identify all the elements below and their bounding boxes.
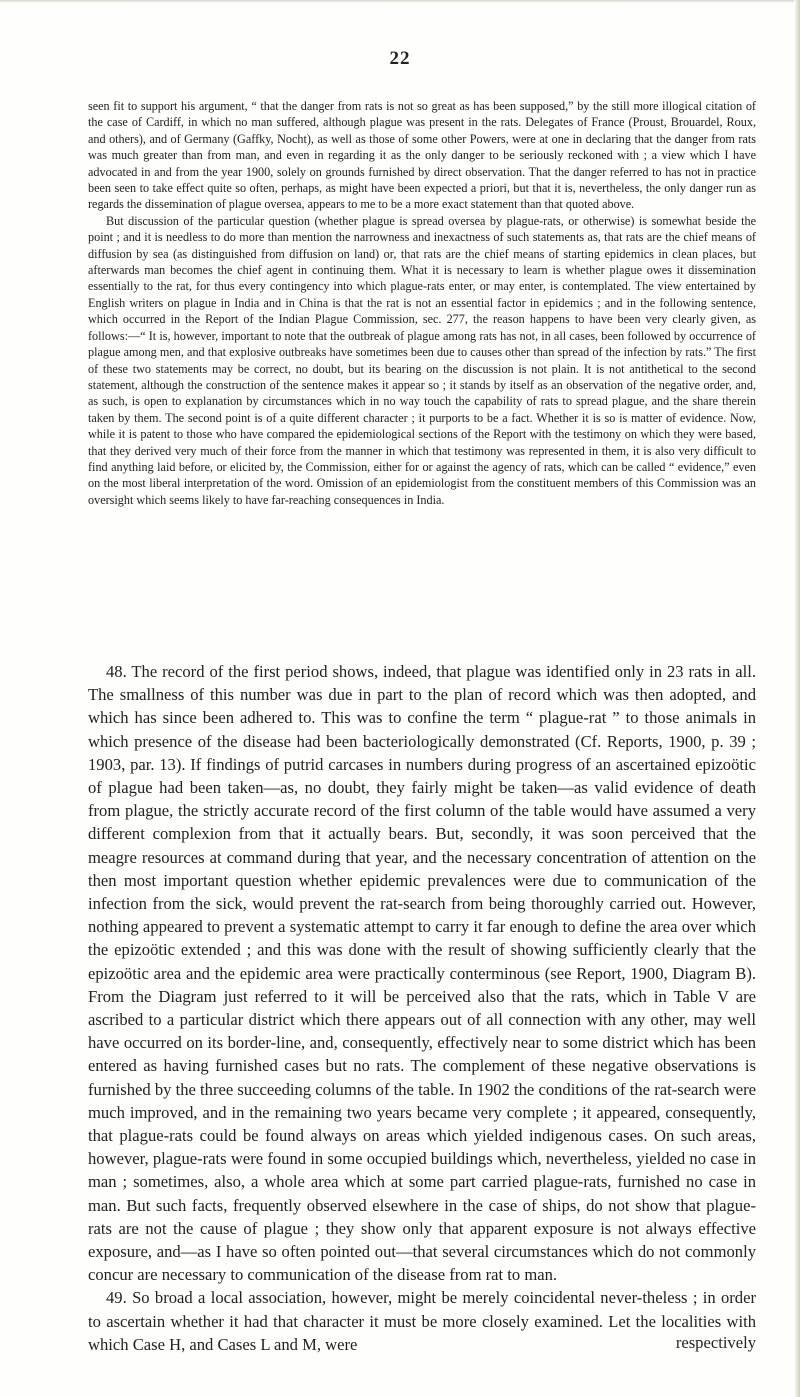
page-top-edge: [0, 0, 800, 3]
small-paragraph-2: But discussion of the particular question (whether plague is spread oversea by plague-rats, or otherwise) is somewhat beside the point ; and it is needless to do more than mention the narrowness and inexactness of such statements as, that rats are the chief means of diffusion by sea (as distinguished from diffusion on land) or, that rats are the chief means of starting epidemics in clean places, but afterwards man becomes the chief agent in continuing them. What it is necessary to learn is whether plague owes it dissemination essentially to the rat, for thus every contingency into which plague-rats enter, or may enter, is contemplated. The view entertained by English writers on plague in India and in China is that the rat is not an essential factor in epidemics ; and in the following sentence, which occurred in the Report of the Indian Plague Commission, sec. 277, the reason happens to have been very clearly given, as follows:—“ It is, however, important to note that the outbreak of plague among rats has not, in all cases, been followed by occurrence of plague among men, and that explosive outbreaks have sometimes been due to causes other than spread of the infection by rats.” The first of these two statements may be correct, no doubt, but its bearing on the discussion is not plain. It is not antithetical to the second statement, although the construction of the sentence makes it appear so ; it stands by itself as an observation of the negative order, and, as such, is open to explanation by circumstances which in no way touch the capability of rats to spread plague, and the share therein taken by them. The second point is of a quite different character ; it purports to be a fact. Whether it is so is matter of evidence. Now, while it is patent to those who have compared the epidemiological sections of the Report with the testimony on which they were based, that they derived very much of their force from the manner in which that testimony was represented in them, it is also very difficult to find anything laid before, or elicited by, the Commission, either for or against the agency of rats, which can be called “ evidence,” even on the most liberal interpretation of the word. Omission of an epidemiologist from the constituent members of this Commission was an oversight which seems likely to have far-reaching consequences in India.: [88, 213, 756, 507]
footnote-block: [88, 98, 756, 508]
paragraph-48: 48. The record of the first period shows, indeed, that plague was identified only in 23 rats in all. The smallness of this number was due in part to the plan of record which was then adopted, and which has since been adhered to. This was to confine the term “ plague-rat ” to those animals in which presence of the disease had been bacteriologically demonstrated (Cf. Reports, 1900, p. 39 ; 1903, par. 13). If findings of putrid carcases in numbers during progress of an ascertained epizoötic of plague had been taken—as, no doubt, they fairly might be taken—as valid evidence of death from plague, the strictly accurate record of the first column of the table would have assumed a very different complexion from that it actually bears. But, secondly, it was soon perceived that the meagre resources at command during that year, and the necessary concentration of attention on the then most important question whether epidemic prevalences were due to communication of the infection from the sick, would prevent the rat-search from being thoroughly carried out. However, nothing appeared to prevent a systematic attempt to carry it far enough to define the area over which the epizoötic extended ; and this was done with the result of showing sufficiently clearly that the epizoötic area and the epidemic area were practically conterminous (see Report, 1900, Diagram B). From the Diagram just referred to it will be perceived also that the rats, which in Table V are ascribed to a particular district which there appears out of all connection with any other, may well have occurred on its border-line, and, consequently, effectively near to some district which has been entered as having furnished cases but no rats. The complement of these negative observations is furnished by the three succeeding columns of the table. In 1902 the conditions of the rat-search were much improved, and in the remaining two years became very complete ; it appeared, consequently, that plague-rats could be found always on areas which yielded indigenous cases. On such areas, however, plague-rats were found in some occupied buildings which, nevertheless, yielded no case in man ; sometimes, also, a whole area which at some part carried plague-rats, furnished no case in man. But such facts, frequently observed elsewhere in the case of ships, do not show that plague-rats are not the cause of plague ; they show only that apparent exposure is not always effective exposure, and—as I have so often pointed out—that several circumstances which do not commonly concur are necessary to communication of the disease from rat to man.: [88, 662, 756, 1285]
page-right-edge: [794, 0, 800, 1397]
paragraph-49: 49. So broad a local association, however, might be merely coincidental never-theless ; in order to ascertain whether it had that character it must be more closely examined. Let the localities with which Case H, and Cases L and M, were: [88, 1288, 756, 1354]
page-number: 22: [389, 48, 411, 69]
small-paragraph-1: seen fit to support his argument, “ that the danger from rats is not so great as has been supposed,” by the still more illogical citation of the case of Cardiff, in which no man suffered, although plague was present in the rats. Delegates of France (Proust, Brouardel, Roux, and others), and of Germany (Gaffky, Nocht), as well as those of some other Powers, were at one in declaring that the danger from rats was much greater than from man, and even in regarding it as the only danger to be seriously reckoned with ; a view which I have advocated in and from the year 1900, solely on grounds furnished by direct observation. That the danger referred to has not in practice been seen to take effect quite so often, perhaps, as might have been expected a priori, but that it is, nevertheless, the only danger run as regards the dissemination of plague oversea, appears to me to be a more exact statement than that quoted above.: [88, 99, 756, 212]
main-text-block: [88, 660, 756, 1356]
catchword: respectively: [675, 1333, 756, 1352]
